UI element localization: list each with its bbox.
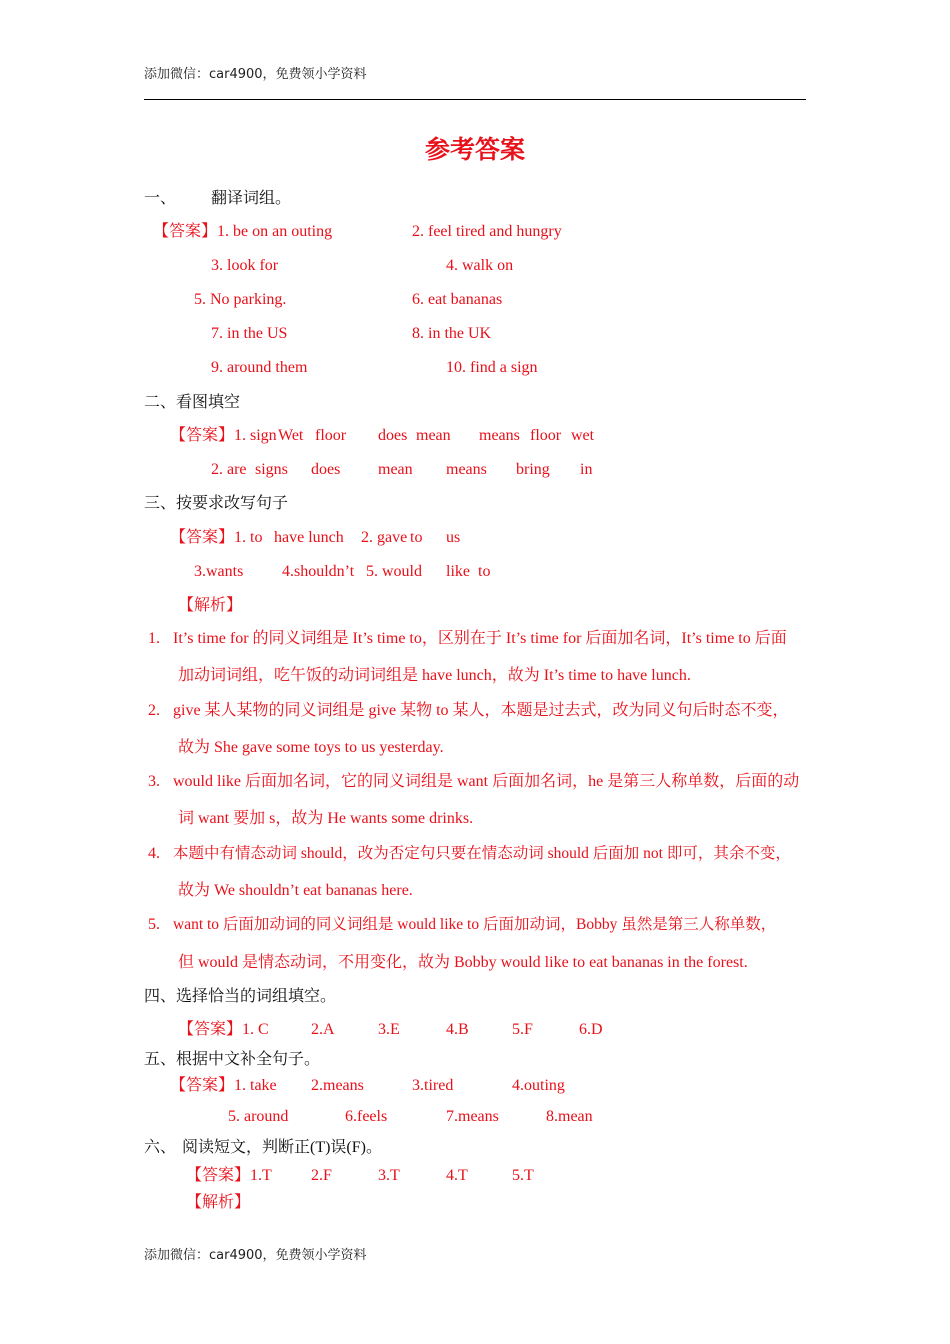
s3-analysis-line: give 某人某物的同义词组是 give 某物 to 某人，本题是过去式，改为同义句后时态不变， xyxy=(173,702,789,719)
s1-answer-6: 6. eat bananas xyxy=(412,291,503,308)
s1-answer-8: 8. in the UK xyxy=(412,325,492,342)
s3-analysis-number: 2. xyxy=(148,702,160,719)
s5-answer: 4.outing xyxy=(512,1077,565,1094)
s3-answer: have lunch xyxy=(274,529,344,546)
s3-answer: to xyxy=(410,529,423,546)
s3-analysis-line: 但 would 是情态动词，不用变化，故为 Bobby would like to eat bananas in the forest. xyxy=(178,954,748,971)
s4-answer: 6.D xyxy=(579,1021,603,1038)
s2-answer: in xyxy=(580,461,593,478)
page-footer: 添加微信：car4900，免费领小学资料 xyxy=(144,1248,367,1263)
s2-answer: means xyxy=(479,427,520,444)
s6-answer: 3.T xyxy=(378,1167,400,1184)
s3-analysis-label: 【解析】 xyxy=(178,597,243,614)
s2-answer: mean xyxy=(416,427,451,444)
section-5-heading: 五、根据中文补全句子。 xyxy=(144,1051,321,1068)
section-2-heading: 二、看图填空 xyxy=(144,394,241,411)
s6-analysis-label: 【解析】 xyxy=(186,1194,251,1211)
header-rule xyxy=(144,99,806,100)
s2-answer: floor xyxy=(530,427,562,444)
s2-answer: wet xyxy=(571,427,595,444)
s1-answer-2: 2. feel tired and hungry xyxy=(412,223,562,240)
s4-answer: 5.F xyxy=(512,1021,533,1038)
section-6-heading: 阅读短文，判断正(T)误(F)。 xyxy=(182,1139,382,1156)
section-4-heading: 四、选择恰当的词组填空。 xyxy=(144,988,337,1005)
page-header: 添加微信：car4900，免费领小学资料 xyxy=(144,67,367,82)
s3-analysis-line: It’s time for 的同义词组是 It’s time to，区别在于 It’s time for 后面加名词，It’s time to 后面 xyxy=(173,630,787,647)
s3-analysis-line: want to 后面加动词的同义词组是 would like to 后面加动词，Bobby 虽然是第三人称单数， xyxy=(173,916,777,933)
s3-answer: 4.shouldn’t xyxy=(282,563,355,580)
s2-answer: means xyxy=(446,461,487,478)
s3-answer: us xyxy=(446,529,461,546)
s2-answer: mean xyxy=(378,461,413,478)
s3-analysis-line: 故为 We shouldn’t eat bananas here. xyxy=(178,882,413,899)
s5-answer: 7.means xyxy=(446,1108,499,1125)
s3-answer: 2. gave xyxy=(361,529,408,546)
s3-answer: to xyxy=(478,563,491,580)
s5-answer: 8.mean xyxy=(546,1108,593,1125)
s2-answer: floor xyxy=(315,427,347,444)
s5-answer: 3.tired xyxy=(412,1077,454,1094)
s3-analysis-number: 1. xyxy=(148,630,160,647)
s1-answer-3: 3. look for xyxy=(211,257,279,274)
s2-answer: does xyxy=(378,427,408,444)
s3-analysis-number: 3. xyxy=(148,773,160,790)
section-6-number: 六、 xyxy=(144,1139,177,1156)
section-1-heading: 翻译词组。 xyxy=(211,190,292,207)
s6-answer: 5.T xyxy=(512,1167,534,1184)
s6-answer: 4.T xyxy=(446,1167,468,1184)
s6-answer: 2.F xyxy=(311,1167,332,1184)
s3-analysis-number: 4. xyxy=(148,845,160,862)
s3-analysis-line: 加动词词组，吃午饭的动词词组是 have lunch，故为 It’s time to have lunch. xyxy=(178,667,691,684)
s3-analysis-line: would like 后面加名词，它的同义词组是 want 后面加名词，he 是第三人称单数，后面的动 xyxy=(173,773,800,790)
s2-answer: 【答案】1. sign xyxy=(170,427,277,444)
s3-analysis-line: 本题中有情态动词 should，改为否定句只要在情态动词 should 后面加 not 即可，其余不变， xyxy=(173,845,791,862)
s3-answer: 【答案】1. to xyxy=(170,529,263,546)
s3-answer: 5. would xyxy=(366,563,422,580)
s1-answer-4: 4. walk on xyxy=(446,257,514,274)
s4-answer: 2.A xyxy=(311,1021,335,1038)
s1-answer-7: 7. in the US xyxy=(211,325,288,342)
s3-answer: like xyxy=(446,563,470,580)
s4-answer: 4.B xyxy=(446,1021,469,1038)
s3-analysis-line: 故为 She gave some toys to us yesterday. xyxy=(178,739,444,756)
s3-analysis-number: 5. xyxy=(148,916,160,933)
s4-answer: 【答案】1. C xyxy=(178,1021,269,1038)
s1-answer-5: 5. No parking. xyxy=(194,291,287,308)
s1-answer-9: 9. around them xyxy=(211,359,308,376)
s4-answer: 3.E xyxy=(378,1021,400,1038)
s2-answer: signs xyxy=(255,461,288,478)
s5-answer: 6.feels xyxy=(345,1108,388,1125)
s5-answer: 5. around xyxy=(228,1108,289,1125)
s2-answer: 2. are xyxy=(211,461,247,478)
s3-answer: 3.wants xyxy=(194,563,244,580)
s3-analysis-line: 词 want 要加 s，故为 He wants some drinks. xyxy=(178,810,474,827)
s5-answer: 2.means xyxy=(311,1077,364,1094)
s5-answer: 【答案】1. take xyxy=(170,1077,277,1094)
s2-answer: bring xyxy=(516,461,550,478)
section-3-heading: 三、按要求改写句子 xyxy=(144,495,289,512)
section-1-number: 一、 xyxy=(144,190,177,207)
s2-answer: Wet xyxy=(278,427,304,444)
s1-answer-10: 10. find a sign xyxy=(446,359,538,376)
page-title: 参考答案 xyxy=(424,135,525,164)
s1-answer-1: 【答案】1. be on an outing xyxy=(153,223,333,240)
s6-answer: 【答案】1.T xyxy=(186,1167,272,1184)
s2-answer: does xyxy=(311,461,341,478)
